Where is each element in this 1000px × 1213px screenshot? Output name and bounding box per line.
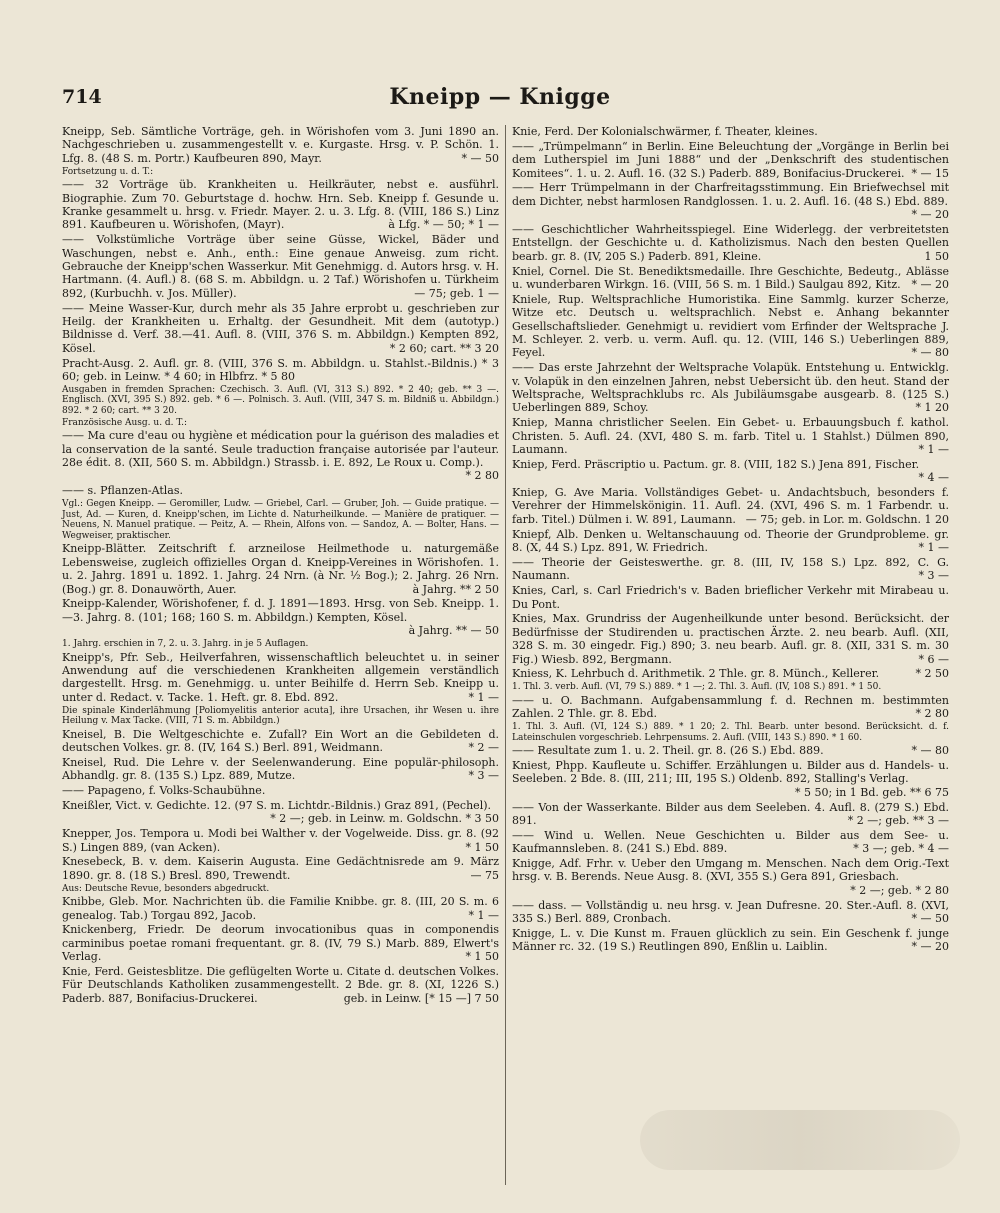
- paper-smudge: [640, 1110, 960, 1170]
- catalog-entry: [512, 759, 949, 799]
- catalog-entry: [62, 855, 499, 882]
- entry-text: —— Meine Wasser-Kur, durch mehr als 35 Jahre erprobt u. geschrieben zur Heilg. der Krankheiten u. Erhaltg. der Gesundheit. Mit dem (autotyp.) Bildnisse d. Verf. 38.—41. Aufl. 8. (VIII, 376 S. m. Abbildgn.) Kempten 892, Kösel.: [62, 301, 499, 355]
- entry-price: * 6 —: [918, 652, 949, 666]
- entry-text: Knigge, Adf. Frhr. v. Ueber den Umgang m. Menschen. Nach dem Orig.-Text hrsg. v. B. Berends. Neue Ausg. 8. (XVI, 355 S.) Gera 891, Griesbach.: [512, 856, 949, 884]
- entry-price: * — 80: [911, 346, 949, 360]
- catalog-entry: [512, 694, 949, 721]
- entry-price: * 2 50: [915, 667, 949, 681]
- entry-price: * 3 —: [468, 769, 499, 783]
- catalog-entry: [512, 223, 949, 263]
- catalog-entry: [512, 293, 949, 360]
- entry-price: * 1 —: [468, 908, 499, 922]
- catalog-entry: [512, 584, 949, 611]
- entry-text: Kneißler, Vict. v. Gedichte. 12. (97 S. m. Lichtdr.-Bildnis.) Graz 891, (Pechel).: [62, 799, 491, 813]
- catalog-entry: [512, 829, 949, 856]
- entry-text: Vgl.: Gegen Kneipp. — Geromiller, Ludw. — Griebel, Carl. — Gruber, Joh. — Guide pratique. — Just, Ad. — Kuren, d. Kneipp'schen, im Lichte d. Naturheilkunde. — Manière de pratiquer. — Neuens, N. Manuel pratique. — Peitz, A. — Rhein, Alfons von. — Sandoz, A. — Bolter, Hans. — Wegweiser, praktischer.: [62, 499, 499, 541]
- catalog-entry: [62, 728, 499, 755]
- entry-text: —— Volkstümliche Vorträge über seine Güsse, Wickel, Bäder und Waschungen, nebst e. Anh., enth.: Eine genaue Anweisg. zum richt. Gebrauche der Kneipp'schen Wasserkur. Mit Genehmigg. d. Autors hrsg. v. H. Hartmann. (4. Aufl.) 8. (68 S. m. Abbildgn. u. 2 Taf.) Wörishofen u. Türkheim 892, (Kurbuchh. v. Jos. Müller).: [62, 233, 499, 300]
- right-column: [512, 125, 949, 955]
- catalog-entry: [62, 784, 499, 797]
- entry-text: Pracht-Ausg. 2. Aufl. gr. 8. (VIII, 376 S. m. Abbildgn. u. Stahlst.-Bildnis.) * 3 60; geb. in Leinw. * 4 60; in Hlbfrz. * 5 80: [62, 356, 499, 384]
- entry-price: * 1 50: [465, 840, 499, 854]
- catalog-entry: [512, 744, 949, 757]
- entry-price: à Lfg. * — 50; * 1 —: [388, 218, 499, 232]
- catalog-entry: [62, 597, 499, 637]
- entry-price: * 2 80: [465, 469, 499, 483]
- catalog-note: [62, 499, 499, 541]
- catalog-entry: [62, 302, 499, 356]
- entry-text: Die spinale Kinderlähmung [Poliomyelitis anterior acuta], ihre Ursachen, ihr Wesen u. ihre Heilung v. Max Tacke. (VIII, 71 S. m. Abbildgn.): [62, 705, 499, 727]
- catalog-entry: [62, 125, 499, 165]
- entry-price: — 75; geb. 1 —: [414, 286, 499, 300]
- entry-text: —— Herr Trümpelmann in der Charfreitagsstimmung. Ein Briefwechsel mit dem Dichter, nebst harmlosen Randglossen. 1. u. 2. Aufl. 16. (48 S.) Ebd. 889.: [512, 181, 949, 208]
- entry-text: Aus: Deutsche Revue, besonders abgedruckt.: [62, 883, 270, 894]
- entry-price: * 2 80: [915, 707, 949, 721]
- entry-text: —— dass. — Vollständig u. neu hrsg. v. Jean Dufresne. 20. Ster.-Aufl. 8. (XVI, 335 S.) Berl. 889, Cronbach.: [512, 898, 949, 925]
- entry-text: Kneipp-Blätter. Zeitschrift f. arzneilose Heilmethode u. naturgemäße Lebensweise, zugleich offizielles Organ d. Kneipp-Vereines in Wörishofen. 1. u. 2. Jahrg. 1891 u. 1892. 1. Jahrg. 24 Nrn. (à Nr. ½ Bog.); 2. Jahrg. 26 Nrn. (Bog.) gr. 8. Donauwörth, Auer.: [62, 542, 499, 596]
- entry-text: —— Geschichtlicher Wahrheitsspiegel. Eine Widerlegg. der verbreitetsten Entstellgn. der Geschichte u. d. Katholizismus. Nach den besten Quellen bearb. gr. 8. (IV, 205 S.) Paderb. 891, Kleine.: [512, 223, 949, 263]
- catalog-note: [62, 884, 499, 895]
- entry-text: Kniel, Cornel. Die St. Benediktsmedaille. Ihre Geschichte, Bedeutg., Ablässe u. wunderbaren Wirkgn. 16. (VIII, 56 S. m. 1 Bild.) Saulgau 892, Kitz.: [512, 264, 949, 292]
- catalog-note: [62, 639, 499, 650]
- catalog-entry: [512, 416, 949, 456]
- catalog-entry: [512, 857, 949, 897]
- catalog-entry: [512, 899, 949, 926]
- entry-text: Französische Ausg. u. d. T.:: [62, 417, 187, 428]
- entry-text: Knie, Ferd. Geistesblitze. Die geflügelten Worte u. Citate d. deutschen Volkes. Für Deutschlands Katholiken zusammengestellt. 2 Bde. gr. 8. (XI, 1226 S.) Paderb. 887, Bonifacius-Druckerei.: [62, 965, 499, 1005]
- entry-text: Knigge, L. v. Die Kunst m. Frauen glücklich zu sein. Ein Geschenk f. junge Männer rc. 32. (19 S.) Reutlingen 890, Enßlin u. Laiblin.: [512, 926, 949, 954]
- catalog-entry: [512, 140, 949, 180]
- catalog-note: [512, 722, 949, 743]
- entry-price: * 1 —: [918, 541, 949, 555]
- entry-text: Kniess, K. Lehrbuch d. Arithmetik. 2 Thle. gr. 8. Münch., Kellerer.: [512, 667, 880, 681]
- catalog-note: [62, 418, 499, 429]
- catalog-entry: [512, 667, 949, 680]
- entry-text: —— 32 Vorträge üb. Krankheiten u. Heilkräuter, nebst e. ausführl. Biographie. Zum 70. Geburtstage d. hochw. Hrn. Seb. Kneipp f. Gesunde u. Kranke gesammelt u. hrsg. v. Friedr. Mayer. 2. u. 3. Lfg. 8. (VIII, 186 S.) Linz 891. Kaufbeuren u. Wörishofen, (Mayr).: [62, 178, 499, 232]
- entry-price: à Jahrg. ** 2 50: [412, 582, 499, 596]
- entry-text: Kniep, G. Ave Maria. Vollständiges Gebet- u. Andachtsbuch, besonders f. Verehrer der Himmelskönigin. 11. Aufl. 24. (XVI, 496 S. m. 1 Farbendr. u. farb. Titel.) Dülmen i. W. 891, Laumann.: [512, 486, 949, 526]
- entry-text: Kneipp, Seb. Sämtliche Vorträge, geh. in Wörishofen vom 3. Juni 1890 an. Nachgeschrieben u. zusammengestellt v. e. Kurgaste. Hrsg. v. P. Schön. 1. Lfg. 8. (48 S. m. Portr.) Kaufbeuren 890, Mayr.: [62, 125, 499, 165]
- entry-text: Knie, Ferd. Der Kolonialschwärmer, f. Theater, kleines.: [512, 125, 818, 138]
- entry-price: à Jahrg. ** — 50: [408, 624, 499, 638]
- entry-text: 1. Thl. 3. verb. Aufl. (VI, 79 S.) 889. * 1 —; 2. Thl. 3. Aufl. (IV, 108 S.) 891. * 1 50.: [512, 682, 882, 693]
- entry-text: Knepper, Jos. Tempora u. Modi bei Walther v. der Vogelweide. Diss. gr. 8. (92 S.) Lingen 889, (van Acken).: [62, 827, 499, 854]
- entry-price: * 2 60; cart. ** 3 20: [389, 341, 499, 355]
- entry-text: —— Resultate zum 1. u. 2. Theil. gr. 8. (26 S.) Ebd. 889.: [512, 744, 824, 758]
- catalog-entry: [62, 484, 499, 497]
- left-column: [62, 125, 499, 1007]
- catalog-entry: [62, 233, 499, 300]
- catalog-entry: [62, 429, 499, 483]
- entry-text: Kneipp-Kalender, Wörishofener, f. d. J. 1891—1893. Hrsg. von Seb. Kneipp. 1.—3. Jahrg. 8. (101; 168; 160 S. m. Abbildgn.) Kempten, Kösel.: [62, 597, 499, 624]
- catalog-entry: [512, 361, 949, 415]
- entry-price: * 3 —: [918, 569, 949, 583]
- entry-price: * 1 —: [918, 443, 949, 457]
- catalog-entry: [62, 965, 499, 1005]
- catalog-note: [512, 682, 949, 693]
- entry-text: Kneipp's, Pfr. Seb., Heilverfahren, wissenschaftlich beleuchtet u. in seiner Anwendung auf die verschiedenen Krankheiten allgemein verständlich dargestellt. Hrsg. m. Genehmigg. u. unter Beihilfe d. Herrn Seb. Kneipp u. unter d. Redact. v. Tacke. 1. Heft. gr. 8. Ebd. 892.: [62, 650, 499, 704]
- catalog-entry: [512, 125, 949, 138]
- entry-text: —— „Trümpelmann“ in Berlin. Eine Beleuchtung der „Vorgänge in Berlin bei dem Lutherspiel im Juni 1888“ und der „Denkschrift des studentischen Komitees“. 1. u. 2. Aufl. 16. (32 S.) Paderb. 889, Bonifacius-Druckerei.: [512, 139, 949, 180]
- entry-text: —— Papageno, f. Volks-Schaubühne.: [62, 784, 266, 798]
- entry-text: Knickenberg, Friedr. De deorum invocationibus quas in componendis carminibus poetae romani frequentant. gr. 8. (IV, 79 S.) Marb. 889, Elwert's Verlag.: [62, 923, 499, 964]
- entry-price: * 4 —: [918, 471, 949, 485]
- entry-price: * 2 —; geb. * 2 80: [850, 883, 949, 897]
- catalog-entry: [512, 181, 949, 221]
- entry-price: geb. in Leinw. [* 15 —] 7 50: [343, 991, 499, 1005]
- entry-price: * — 80: [911, 744, 949, 758]
- catalog-entry: [62, 895, 499, 922]
- catalog-entry: [512, 486, 949, 526]
- entry-text: Kniest, Phpp. Kaufleute u. Schiffer. Erzählungen u. Bilder aus d. Handels- u. Seeleben. 2 Bde. 8. (III, 211; III, 195 S.) Oldenb. 892, Stalling's Verlag.: [512, 758, 949, 786]
- entry-price: * 2 —; geb. in Leinw. m. Goldschn. * 3 50: [270, 812, 499, 826]
- entry-text: —— Theorie der Geisteswerthe. gr. 8. (III, IV, 158 S.) Lpz. 892, C. G. Naumann.: [512, 555, 949, 583]
- entry-text: —— s. Pflanzen-Atlas.: [62, 484, 184, 498]
- entry-price: * 3 —; geb. * 4 —: [853, 842, 949, 856]
- entry-price: * — 15: [911, 166, 949, 180]
- catalog-entry: [62, 756, 499, 783]
- catalog-entry: [62, 827, 499, 854]
- entry-text: Knesebeck, B. v. dem. Kaiserin Augusta. Eine Gedächtnisrede am 9. März 1890. gr. 8. (18 S.) Bresl. 890, Trewendt.: [62, 855, 499, 882]
- column-divider: [505, 125, 506, 1185]
- entry-price: * 2 —: [468, 741, 499, 755]
- catalog-entry: [62, 799, 499, 826]
- catalog-entry: [512, 927, 949, 954]
- catalog-entry: [62, 178, 499, 232]
- entry-text: Kniep, Manna christlicher Seelen. Ein Gebet- u. Erbauungsbuch f. kathol. Christen. 5. Aufl. 24. (XVI, 480 S. m. farb. Titel u. 1 Stahlst.) Dülmen 890, Laumann.: [512, 416, 949, 457]
- catalog-entry: [512, 612, 949, 666]
- catalog-entry: [512, 265, 949, 292]
- entry-text: Knibbe, Gleb. Mor. Nachrichten üb. die Familie Knibbe. gr. 8. (III, 20 S. m. 6 genealog. Tab.) Torgau 892, Jacob.: [62, 895, 499, 922]
- entry-text: —— Wind u. Wellen. Neue Geschichten u. Bilder aus dem See- u. Kaufmannsleben. 8. (241 S.) Ebd. 889.: [512, 828, 949, 856]
- entry-text: 1. Thl. 3. Aufl. (VI, 124 S.) 889. * 1 20; 2. Thl. Bearb. unter besond. Berücksicht. d. f. Lateinschulen vorgeschrieb. Lehrpensums. 2. Aufl. (VIII, 143 S.) 890. * 1 60.: [512, 721, 949, 743]
- entry-text: —— Das erste Jahrzehnt der Weltsprache Volapük. Entstehung u. Entwicklg. v. Volapük in den einzelnen Jahren, nebst Uebersicht üb. den heut. Stand der Weltsprache, Weltsprachklubs rc. Als Jubiläumsgabe ausgearb. 8. (125 S.) Ueberlingen 889, Schoy.: [512, 361, 949, 415]
- page-header: Kneipp — Knigge: [389, 84, 611, 110]
- entry-text: Ausgaben in fremden Sprachen: Czechisch. 3. Aufl. (VI, 313 S.) 892. * 2 40; geb. ** 3 —. Englisch. (XVI, 395 S.) 892. geb. * 6 —. Polnisch. 3. Aufl. (VIII, 347 S. m. Bildniß u. Abbildgn.) 892. * 2 60; cart. ** 3 20.: [62, 384, 499, 417]
- entry-text: Kneisel, Rud. Die Lehre v. der Seelenwanderung. Eine populär-philosoph. Abhandlg. gr. 8. (135 S.) Lpz. 889, Mutze.: [62, 756, 499, 783]
- entry-price: 1 50: [924, 249, 949, 263]
- page-number: 714: [62, 86, 102, 108]
- entry-price: * 5 50; in 1 Bd. geb. ** 6 75: [795, 785, 949, 799]
- entry-text: Knies, Max. Grundriss der Augenheilkunde unter besond. Berücksicht. der Bedürfnisse der Studirenden u. practischen Ärzte. 2. neu bearb. Aufl. (XII, 328 S. m. 30 eingedr. Fig.) 890; 3. neu bearb. Aufl. gr. 8. (XII, 331 S. m. 30 Fig.) Wiesb. 892, Bergmann.: [512, 612, 949, 666]
- entry-price: * 1 50: [465, 950, 499, 964]
- entry-text: —— u. O. Bachmann. Aufgabensammlung f. d. Rechnen m. bestimmten Zahlen. 2 Thle. gr. 8. Ebd.: [512, 693, 949, 721]
- catalog-note: [62, 167, 499, 178]
- catalog-entry: [62, 923, 499, 963]
- entry-price: * — 20: [911, 940, 949, 954]
- entry-price: * — 50: [461, 151, 499, 165]
- entry-text: —— Ma cure d'eau ou hygiène et médication pour la guérison des maladies et la conservation de la santé. Seule traduction française autorisée par l'auteur. 28e édit. 8. (XII, 560 S. m. Abbildgn.) Strassb. i. E. 892, Le Roux u. Comp.).: [62, 429, 499, 470]
- catalog-entry: [512, 458, 949, 485]
- entry-text: Kniep, Ferd. Präscriptio u. Pactum. gr. 8. (VIII, 182 S.) Jena 891, Fischer.: [512, 457, 920, 471]
- entry-price: * — 50: [911, 911, 949, 925]
- entry-text: 1. Jahrg. erschien in 7, 2. u. 3. Jahrg. in je 5 Auflagen.: [62, 639, 309, 650]
- catalog-entry: [512, 801, 949, 828]
- entry-price: * 1 20: [915, 401, 949, 415]
- entry-text: Knies, Carl, s. Carl Friedrich's v. Baden brieflicher Verkehr mit Mirabeau u. Du Pont.: [512, 584, 949, 611]
- catalog-note: [62, 706, 499, 727]
- entry-price: * — 20: [911, 208, 949, 222]
- catalog-entry: [512, 528, 949, 555]
- entry-price: * 1 —: [468, 690, 499, 704]
- entry-price: * 2 —; geb. ** 3 —: [847, 813, 949, 827]
- entry-price: — 75: [470, 868, 499, 882]
- entry-text: Fortsetzung u. d. T.:: [62, 166, 154, 177]
- catalog-entry: [62, 651, 499, 705]
- catalog-entry: [62, 542, 499, 596]
- entry-text: Kniepf, Alb. Denken u. Weltanschauung od. Theorie der Grundprobleme. gr. 8. (X, 44 S.) Lpz. 891, W. Friedrich.: [512, 527, 949, 555]
- catalog-note: [62, 385, 499, 417]
- entry-price: * — 20: [911, 278, 949, 292]
- entry-text: Kniele, Rup. Weltsprachliche Humoristika. Eine Sammlg. kurzer Scherze, Witze etc. Deutsch u. weltsprachlich. Nebst e. Anhang bekannter Gesellschaftslieder. Genehmigt u. revidiert vom Erfinder der Weltsprache J. M. Schleyer. 2. verb. u. verm. Aufl. qu. 12. (VIII, 146 S.) Ueberlingen 889, Feyel.: [512, 292, 949, 360]
- catalog-entry: [62, 357, 499, 384]
- catalog-entry: [512, 556, 949, 583]
- entry-text: —— Von der Wasserkante. Bilder aus dem Seeleben. 4. Aufl. 8. (279 S.) Ebd. 891.: [512, 800, 949, 827]
- entry-text: Kneisel, B. Die Weltgeschichte e. Zufall? Ein Wort an die Gebildeten d. deutschen Volkes. gr. 8. (IV, 164 S.) Berl. 891, Weidmann.: [62, 727, 499, 755]
- entry-price: — 75; geb. in Lor. m. Goldschn. 1 20: [745, 512, 949, 526]
